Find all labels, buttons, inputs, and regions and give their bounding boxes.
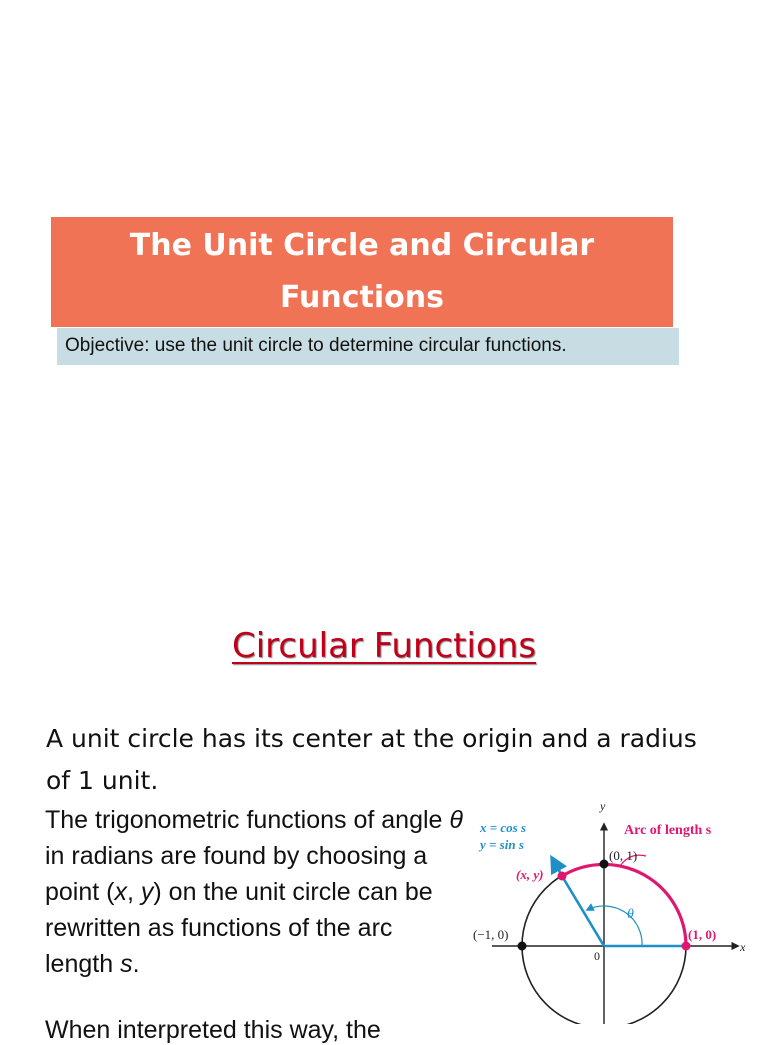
origin-label: 0 xyxy=(594,949,600,963)
arc-length-label: Arc of length s xyxy=(624,823,712,838)
theta-label: θ xyxy=(627,907,634,922)
eq-y-label: y = sin s xyxy=(480,837,524,852)
point-neg1-0-dot xyxy=(518,942,527,951)
y-axis-label: y xyxy=(600,800,606,813)
x-axis-label: x xyxy=(740,940,746,954)
point-0-1-dot xyxy=(600,860,609,869)
title-banner xyxy=(51,217,673,327)
definition-paragraph: The trigonometric functions of angle θ in radians are found by choosing a point (x, y) on the unit circle can be rewritten as functions of the arc length s. xyxy=(45,806,463,978)
point-xy-dot xyxy=(558,872,567,881)
point-top-label: (0, 1) xyxy=(609,848,638,863)
cut-off-text: When interpreted this way, the xyxy=(45,1016,381,1044)
section-heading: Circular Functions xyxy=(231,626,537,666)
intro-paragraph: A unit circle has its center at the origin and a radius of 1 unit. xyxy=(46,724,697,795)
eq-x-label: x = cos s xyxy=(480,820,527,835)
objective-bar: Objective: use the unit circle to determine circular functions. xyxy=(57,328,679,365)
point-left-label: (−1, 0) xyxy=(473,927,509,942)
slide-title-text: The Unit Circle and Circular Functions xyxy=(129,228,595,315)
point-1-0-dot xyxy=(682,942,691,951)
slide-circular-functions xyxy=(0,580,768,1044)
radius-line xyxy=(562,876,604,946)
point-right-label: (1, 0) xyxy=(688,927,717,942)
unit-circle-figure xyxy=(470,800,768,1024)
point-xy-label: (x, y) xyxy=(516,867,544,882)
